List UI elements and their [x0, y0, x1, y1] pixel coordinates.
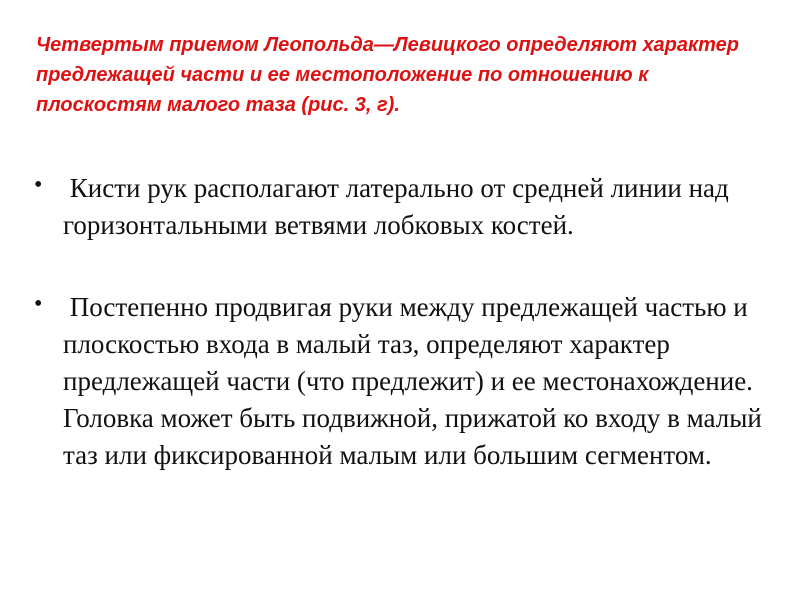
bullet-text: Постепенно продвигая руки между предлежащей частью и плоскостью входа в малый таз, определяют характер предлежащей части (что предлежит) и ее местонахождение. Головка может быть подвижной, прижатой ко входу в малый таз или фиксированной малым или большим сегментом.: [63, 292, 769, 470]
bullet-item: [34, 170, 774, 244]
bullet-marker-icon: •: [34, 291, 43, 317]
bullet-marker-icon: •: [34, 172, 43, 198]
slide-title: Четвертым приемом Леопольда—Левицкого определяют характер предлежащей части и ее местоположение по отношению к плоскостям малого таза (рис. 3, г).: [36, 34, 739, 116]
bullet-item: [34, 289, 774, 474]
bullet-text: Кисти рук располагают латерально от средней линии над горизонтальными ветвями лобковых костей.: [63, 173, 736, 240]
bullet-list: [34, 170, 774, 474]
